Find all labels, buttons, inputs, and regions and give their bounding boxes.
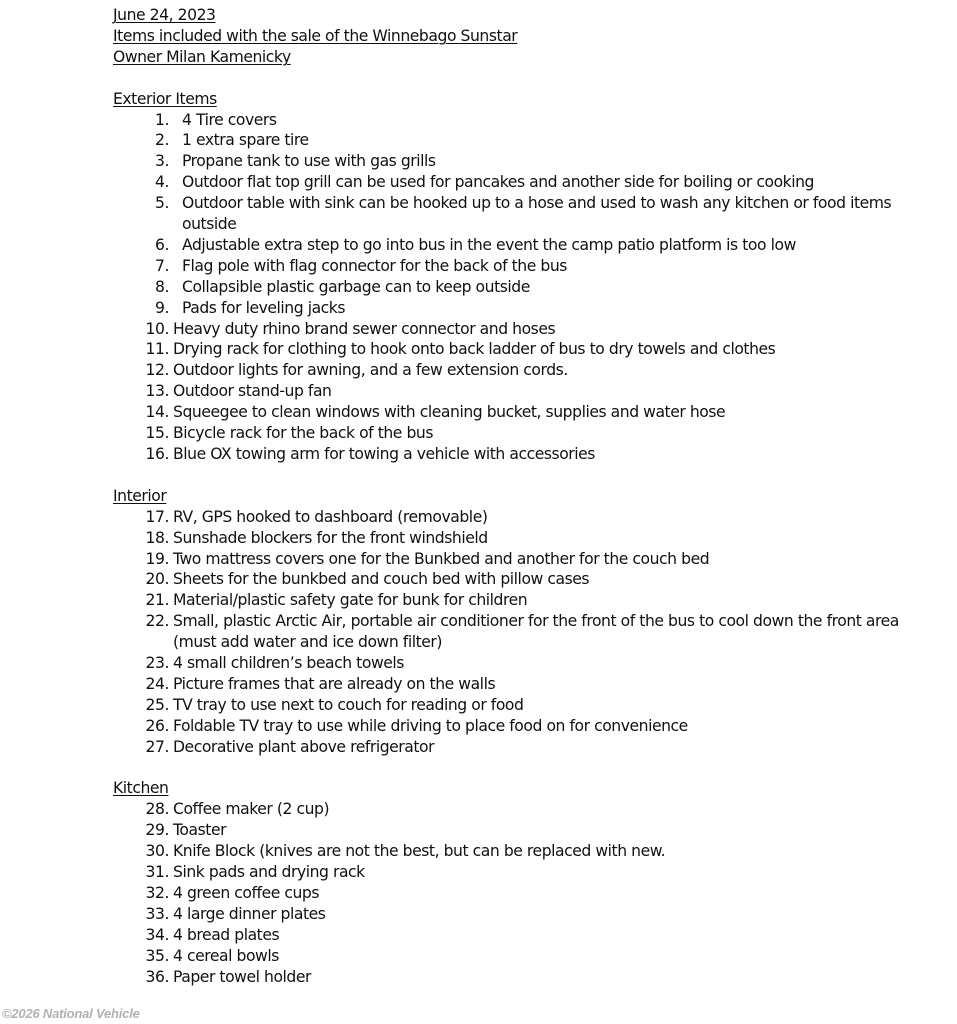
item-text: Outdoor stand-up fan [173, 382, 332, 401]
list-item [113, 904, 933, 925]
item-number: 31. [145, 863, 169, 882]
item-text: 4 small children’s beach towels [173, 654, 404, 673]
item-number: 20. [145, 570, 169, 589]
item-number: 30. [145, 842, 169, 861]
numbered-list [113, 110, 933, 465]
item-text: Knife Block (knives are not the best, but can be replaced with new. [173, 842, 666, 861]
section-heading: Kitchen [113, 779, 169, 798]
list-item [113, 381, 933, 402]
item-text: Pads for leveling jacks [182, 298, 346, 317]
item-number: 21. [145, 591, 169, 610]
list-item [113, 967, 933, 988]
list-item [113, 298, 933, 319]
list-item [113, 193, 933, 235]
list-item [113, 590, 933, 611]
item-text: 1 extra spare tire [182, 131, 309, 150]
item-number: 19. [145, 549, 169, 568]
list-item [113, 235, 933, 256]
item-number: 24. [145, 674, 169, 693]
item-number: 16. [145, 445, 169, 464]
item-text: 4 bread plates [173, 925, 280, 944]
item-number: 26. [145, 716, 169, 735]
item-text: Collapsible plastic garbage can to keep outside [182, 277, 530, 296]
numbered-list [113, 507, 933, 758]
item-text: Sheets for the bunkbed and couch bed with pillow cases [173, 570, 590, 589]
item-text: Foldable TV tray to use while driving to place food on for convenience [173, 716, 688, 735]
item-number: 36. [145, 967, 169, 986]
document-title: Items included with the sale of the Winnebago Sunstar [113, 26, 518, 45]
item-text: Propane tank to use with gas grills [182, 152, 436, 171]
item-number: 33. [145, 904, 169, 923]
document-owner: Owner Milan Kamenicky [113, 47, 291, 66]
item-number: 6. [155, 235, 169, 254]
item-number: 22. [145, 612, 169, 631]
list-item [113, 444, 933, 465]
item-number: 29. [145, 821, 169, 840]
item-text: 4 Tire covers [182, 110, 277, 129]
list-item [113, 507, 933, 528]
list-item [113, 820, 933, 841]
item-number: 28. [145, 800, 169, 819]
list-item [113, 716, 933, 737]
item-text: 4 green coffee cups [173, 884, 320, 903]
numbered-list [113, 799, 933, 987]
item-number: 11. [145, 340, 169, 359]
list-item [113, 549, 933, 570]
list-item [113, 695, 933, 716]
item-number: 9. [155, 298, 169, 317]
item-text: Coffee maker (2 cup) [173, 800, 330, 819]
item-text: Flag pole with flag connector for the back of the bus [182, 256, 567, 275]
watermark: ©2026 National Vehicle [2, 1006, 140, 1021]
list-item [113, 946, 933, 967]
item-number: 27. [145, 737, 169, 756]
list-item [113, 151, 933, 172]
item-text: Squeegee to clean windows with cleaning bucket, supplies and water hose [173, 403, 726, 422]
list-item [113, 841, 933, 862]
item-number: 3. [155, 152, 169, 171]
item-text: RV, GPS hooked to dashboard (removable) [173, 507, 488, 526]
document-date: June 24, 2023 [113, 6, 216, 24]
list-item [113, 110, 933, 131]
item-number: 5. [155, 194, 169, 213]
item-number: 4. [155, 173, 169, 192]
list-item [113, 130, 933, 151]
item-number: 32. [145, 884, 169, 903]
item-number: 13. [145, 382, 169, 401]
item-text: Paper towel holder [173, 967, 311, 986]
item-number: 18. [145, 528, 169, 547]
item-text: Heavy duty rhino brand sewer connector and hoses [173, 319, 556, 338]
item-number: 15. [145, 424, 169, 443]
item-text: 4 large dinner plates [173, 904, 326, 923]
list-item [113, 319, 933, 340]
item-text: Bicycle rack for the back of the bus [173, 424, 434, 443]
item-text: Toaster [173, 821, 227, 840]
item-text: Outdoor flat top grill can be used for pancakes and another side for boiling or cooking [182, 173, 814, 192]
list-item [113, 862, 933, 883]
item-text: 4 cereal bowls [173, 946, 279, 965]
list-item [113, 883, 933, 904]
sections-container [113, 89, 933, 988]
item-text: Sunshade blockers for the front windshield [173, 528, 488, 547]
item-text: Outdoor table with sink can be hooked up to a hose and used to wash any kitchen or food items outside [182, 194, 892, 234]
list-item [113, 277, 933, 298]
item-number: 12. [145, 361, 169, 380]
item-text: Two mattress covers one for the Bunkbed and another for the couch bed [173, 549, 710, 568]
item-text: Outdoor lights for awning, and a few extension cords. [173, 361, 568, 380]
item-number: 17. [145, 507, 169, 526]
item-number: 2. [155, 131, 169, 150]
section-heading: Exterior Items [113, 89, 217, 108]
item-number: 34. [145, 925, 169, 944]
list-item [113, 674, 933, 695]
section-interior [113, 486, 933, 758]
list-item [113, 611, 933, 653]
item-text: Picture frames that are already on the walls [173, 674, 496, 693]
list-item [113, 569, 933, 590]
list-item [113, 402, 933, 423]
list-item [113, 925, 933, 946]
section-exterior-items [113, 89, 933, 465]
item-number: 25. [145, 695, 169, 714]
list-item [113, 799, 933, 820]
section-kitchen [113, 778, 933, 987]
list-item [113, 653, 933, 674]
list-item [113, 360, 933, 381]
list-item [113, 423, 933, 444]
item-number: 35. [145, 946, 169, 965]
item-number: 23. [145, 654, 169, 673]
item-number: 1. [155, 110, 169, 129]
section-heading: Interior [113, 486, 167, 505]
item-text: Decorative plant above refrigerator [173, 737, 435, 756]
item-number: 7. [155, 256, 169, 275]
list-item [113, 528, 933, 549]
item-number: 14. [145, 403, 169, 422]
item-text: Sink pads and drying rack [173, 863, 365, 882]
item-text: Material/plastic safety gate for bunk for children [173, 591, 528, 610]
item-text: Drying rack for clothing to hook onto back ladder of bus to dry towels and clothes [173, 340, 776, 359]
item-number: 10. [145, 319, 169, 338]
list-item [113, 339, 933, 360]
item-text: Blue OX towing arm for towing a vehicle with accessories [173, 445, 595, 464]
item-text: Small, plastic Arctic Air, portable air conditioner for the front of the bus to cool down the front area (must add water and ice down filter) [173, 612, 899, 652]
document-page [113, 5, 933, 988]
list-item [113, 172, 933, 193]
list-item [113, 737, 933, 758]
list-item [113, 256, 933, 277]
item-text: Adjustable extra step to go into bus in the event the camp patio platform is too low [182, 235, 796, 254]
item-text: TV tray to use next to couch for reading or food [173, 695, 524, 714]
item-number: 8. [155, 277, 169, 296]
